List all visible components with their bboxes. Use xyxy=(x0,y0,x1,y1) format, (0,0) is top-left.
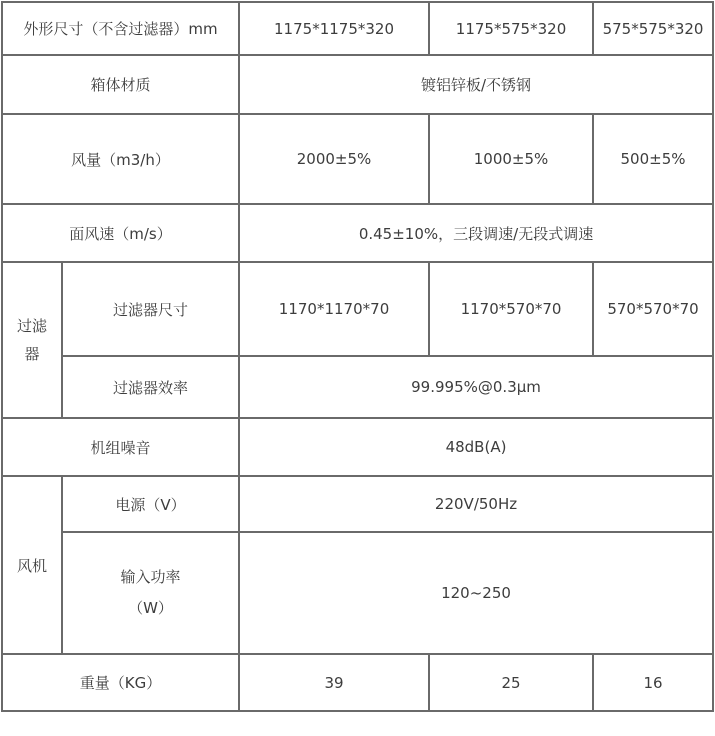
table-row xyxy=(2,532,713,654)
row-label: 重量（KG） xyxy=(2,654,239,711)
table-row xyxy=(2,476,713,532)
spec-value: 1170*1170*70 xyxy=(239,262,429,356)
table-row xyxy=(2,418,713,476)
row-label: 电源（V） xyxy=(62,476,239,532)
spec-value: 16 xyxy=(593,654,713,711)
row-label-text: 输入功率（W） xyxy=(120,567,181,617)
spec-value: 1000±5% xyxy=(429,114,593,204)
spec-value: 500±5% xyxy=(593,114,713,204)
spec-value: 99.995%@0.3μm xyxy=(239,356,713,418)
row-label: 机组噪音 xyxy=(2,418,239,476)
row-label xyxy=(62,532,239,654)
spec-value: 1175*1175*320 xyxy=(239,2,429,55)
group-label-text: 风机 xyxy=(16,556,47,575)
row-label: 过滤器效率 xyxy=(62,356,239,418)
spec-value: 2000±5% xyxy=(239,114,429,204)
table-row xyxy=(2,55,713,114)
row-label: 过滤器尺寸 xyxy=(62,262,239,356)
table-row xyxy=(2,262,713,356)
spec-value: 1170*570*70 xyxy=(429,262,593,356)
row-label: 箱体材质 xyxy=(2,55,239,114)
group-label-text: 过滤器 xyxy=(16,316,47,363)
spec-value: 39 xyxy=(239,654,429,711)
spec-value: 25 xyxy=(429,654,593,711)
table-row xyxy=(2,2,713,55)
row-group-label xyxy=(2,262,62,418)
table-row xyxy=(2,654,713,711)
table-row xyxy=(2,356,713,418)
spec-value: 镀铝锌板/不锈钢 xyxy=(239,55,713,114)
row-label: 外形尺寸（不含过滤器）mm xyxy=(2,2,239,55)
table-row xyxy=(2,204,713,262)
spec-table xyxy=(1,1,714,712)
row-group-label xyxy=(2,476,62,654)
spec-value: 120~250 xyxy=(239,532,713,654)
spec-value: 48dB(A) xyxy=(239,418,713,476)
spec-value: 220V/50Hz xyxy=(239,476,713,532)
spec-value: 570*570*70 xyxy=(593,262,713,356)
spec-value: 1175*575*320 xyxy=(429,2,593,55)
spec-value: 575*575*320 xyxy=(593,2,713,55)
table-row xyxy=(2,114,713,204)
row-label: 风量（m3/h） xyxy=(2,114,239,204)
row-label: 面风速（m/s） xyxy=(2,204,239,262)
spec-value: 0.45±10%，三段调速/无段式调速 xyxy=(239,204,713,262)
